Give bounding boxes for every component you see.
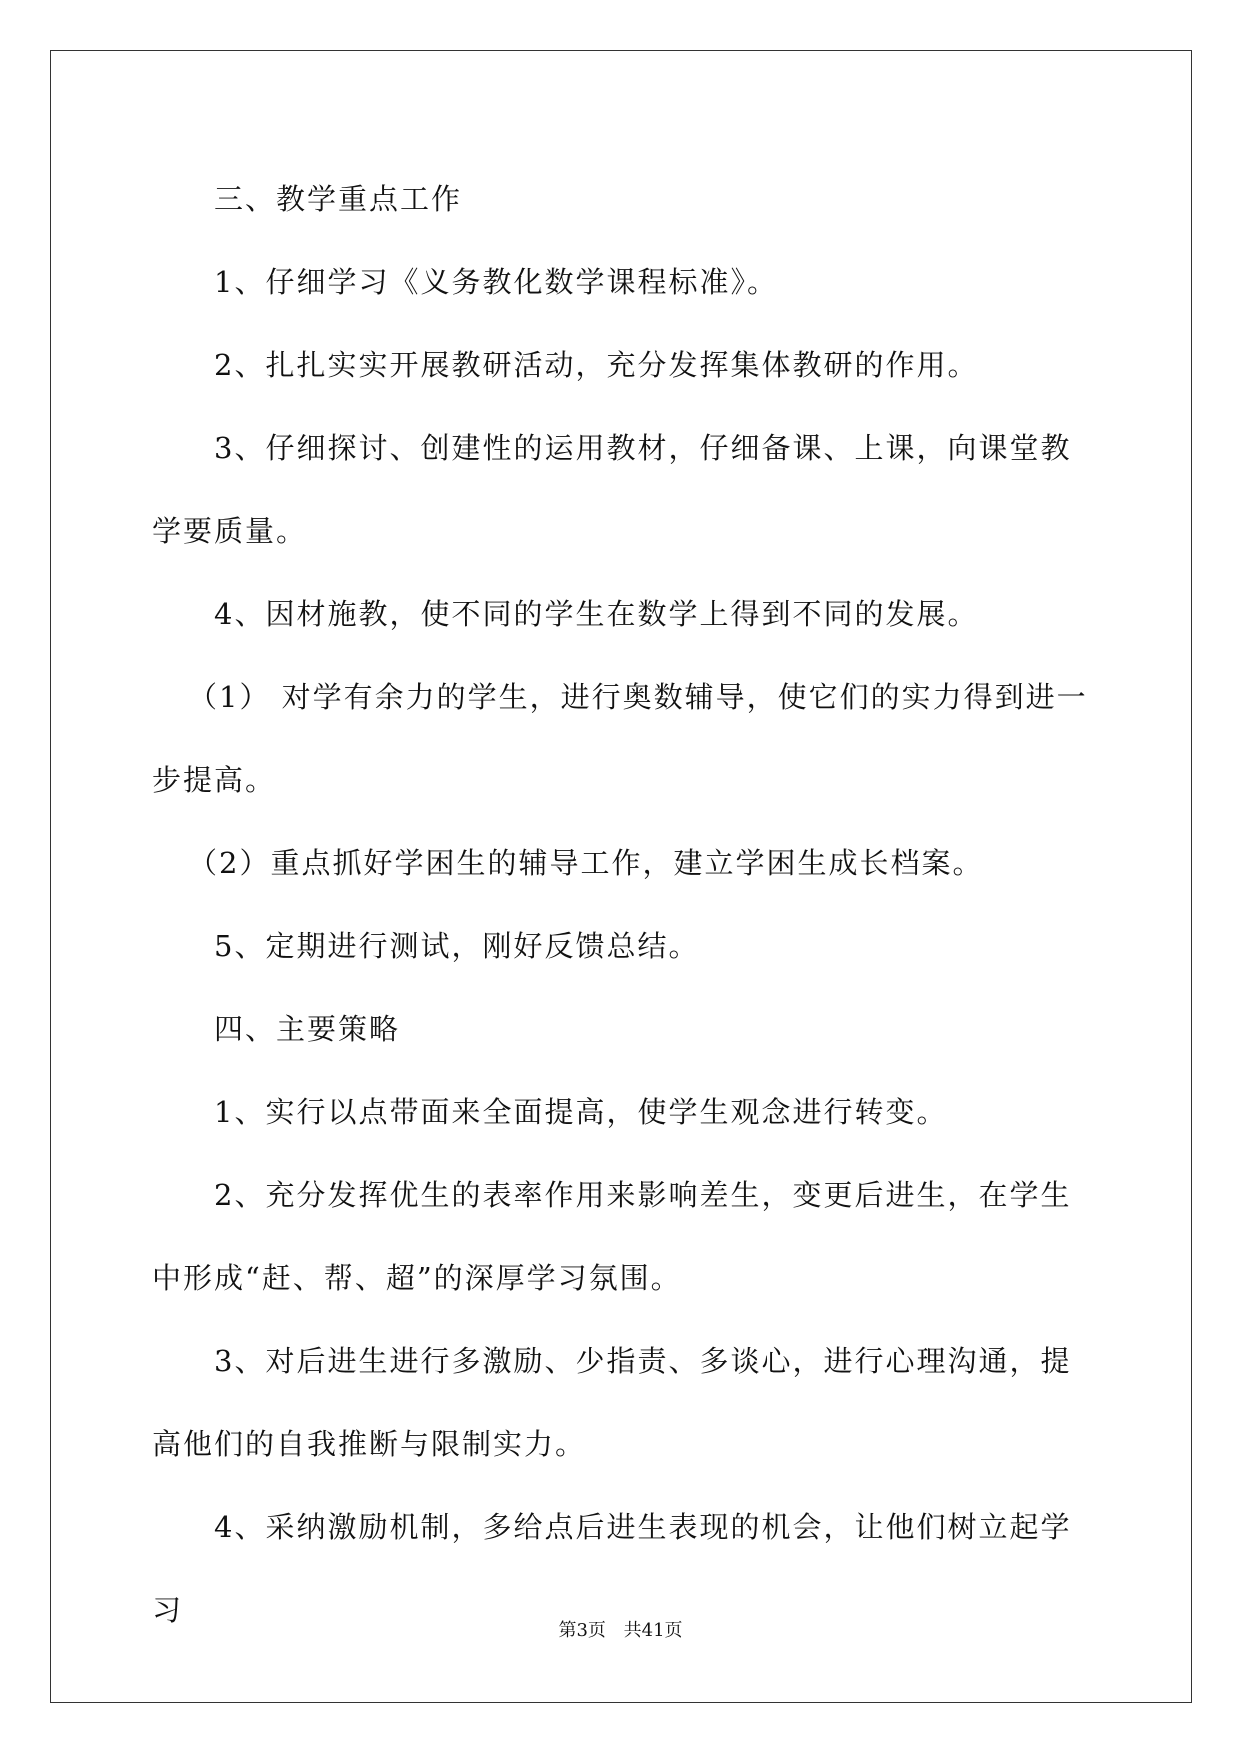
section-heading: 三、教学重点工作 bbox=[214, 182, 463, 216]
page-total: 共41页 bbox=[623, 1620, 683, 1641]
document-body bbox=[152, 158, 1092, 1652]
page-number: 第3页 bbox=[558, 1620, 606, 1641]
paragraph: 2、充分发挥优生的表率作用来影响差生，变更后进生，在学生中形成“赶、帮、超”的深厚学习氛围。 bbox=[152, 1178, 1072, 1295]
paragraph: 1、实行以点带面来全面提高，使学生观念进行转变。 bbox=[214, 1095, 948, 1129]
paragraph: （2）重点抓好学困生的辅导工作，建立学困生成长档案。 bbox=[188, 846, 984, 880]
paragraph: 4、因材施教，使不同的学生在数学上得到不同的发展。 bbox=[214, 597, 979, 631]
section-heading: 四、主要策略 bbox=[214, 1012, 401, 1046]
paragraph: 5、定期进行测试，刚好反馈总结。 bbox=[214, 929, 700, 963]
paragraph: （1） 对学有余力的学生，进行奥数辅导，使它们的实力得到进一步提高。 bbox=[152, 680, 1088, 797]
paragraph: 3、仔细探讨、创建性的运用教材，仔细备课、上课，向课堂教学要质量。 bbox=[152, 431, 1072, 548]
paragraph: 3、对后进生进行多激励、少指责、多谈心，进行心理沟通，提高他们的自我推断与限制实力。 bbox=[152, 1344, 1072, 1461]
paragraph: 1、仔细学习《义务教化数学课程标准》。 bbox=[214, 265, 778, 299]
paragraph: 4、采纳激励机制，多给点后进生表现的机会，让他们树立起学习 bbox=[152, 1510, 1072, 1627]
paragraph: 2、扎扎实实开展教研活动，充分发挥集体教研的作用。 bbox=[214, 348, 979, 382]
page-footer bbox=[0, 1616, 1241, 1642]
